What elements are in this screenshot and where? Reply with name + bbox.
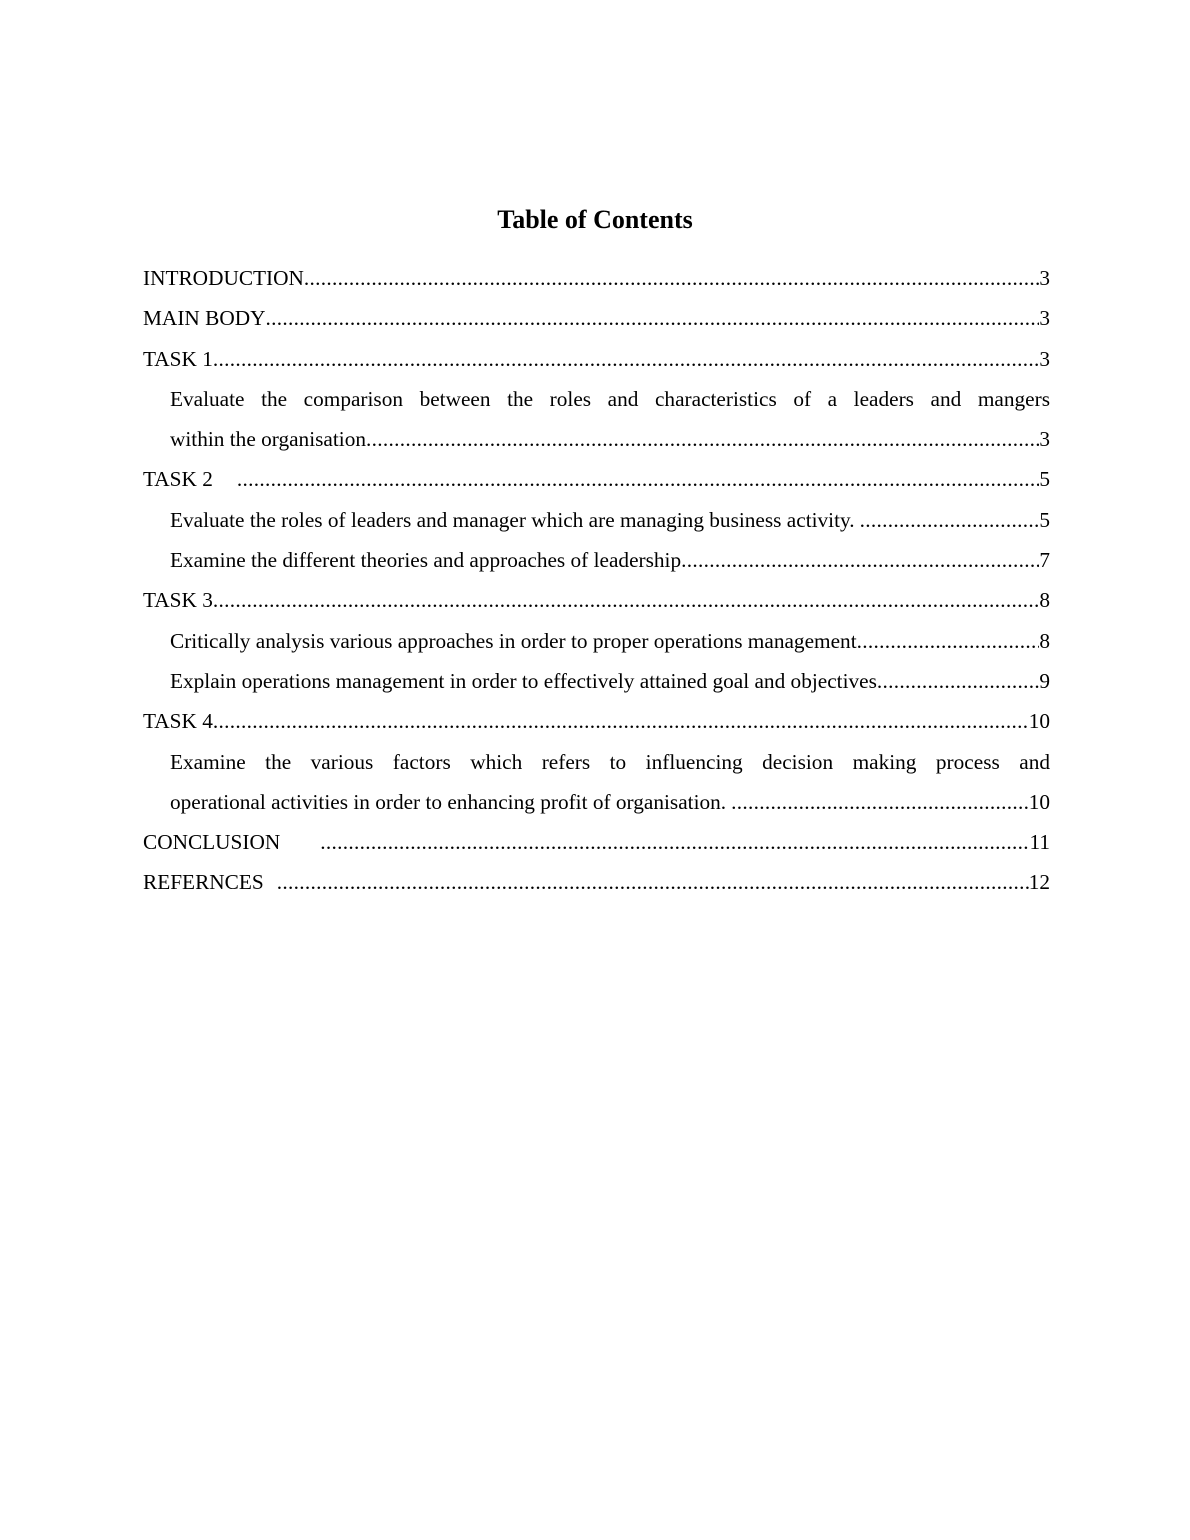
dot-leader	[860, 500, 1040, 540]
table-of-contents	[143, 258, 1050, 903]
dot-leader	[213, 701, 1029, 741]
dot-leader	[320, 822, 1029, 862]
toc-entry-task-4[interactable]	[143, 701, 1050, 741]
toc-entry-references[interactable]	[143, 862, 1050, 902]
toc-entry-task-1-comparison[interactable]	[170, 379, 1050, 460]
toc-entry-label: within the organisation	[170, 427, 366, 452]
toc-entry-page: 11	[1029, 830, 1050, 855]
dot-leader	[213, 580, 1039, 620]
toc-entry-label: TASK 3	[143, 588, 213, 613]
toc-entry-page: 8	[1039, 588, 1050, 613]
dot-leader	[265, 298, 1039, 338]
toc-entry-page: 5	[1039, 467, 1050, 492]
toc-entry-label: Critically analysis various approaches in order to proper operations management	[170, 628, 857, 653]
toc-entry-task-3-approaches[interactable]	[170, 621, 1050, 661]
toc-entry-label: operational activities in order to enhancing profit of organisation.	[170, 789, 727, 814]
toc-entry-introduction[interactable]	[143, 258, 1050, 298]
toc-entry-label: TASK 4	[143, 709, 213, 734]
toc-entry-conclusion[interactable]	[143, 822, 1050, 862]
toc-entry-page: 12	[1028, 870, 1050, 895]
toc-entry-page: 10	[1028, 709, 1050, 734]
toc-entry-task-4-factors[interactable]	[170, 742, 1050, 823]
toc-entry-page: 5	[1039, 507, 1050, 532]
toc-entry-page: 3	[1039, 306, 1050, 331]
dot-leader	[681, 540, 1039, 580]
toc-entry-label: MAIN BODY	[143, 306, 266, 331]
dot-leader	[213, 339, 1039, 379]
toc-entry-page: 3	[1039, 266, 1050, 290]
toc-entry-page: 3	[1039, 427, 1050, 452]
toc-entry-task-2-theories[interactable]	[170, 540, 1050, 580]
dot-leader	[277, 862, 1029, 902]
dot-leader	[857, 621, 1040, 661]
toc-entry-label: Explain operations management in order to effectively attained goal and objectives	[170, 668, 877, 693]
toc-entry-label: Evaluate the roles of leaders and manager which are managing business activity.	[170, 507, 855, 532]
toc-entry-label: TASK 1	[143, 346, 213, 371]
dot-leader	[366, 419, 1039, 459]
dot-leader	[877, 661, 1039, 701]
dot-leader	[731, 782, 1029, 822]
toc-entry-task-3-operations[interactable]	[170, 661, 1050, 701]
toc-entry-page: 8	[1039, 628, 1050, 653]
toc-entry-label: CONCLUSION	[143, 830, 281, 855]
toc-entry-label: REFERNCES	[143, 870, 264, 895]
toc-entry-page: 10	[1028, 789, 1050, 814]
toc-entry-task-3[interactable]	[143, 580, 1050, 620]
toc-entry-task-1[interactable]	[143, 339, 1050, 379]
toc-entry-label: TASK 2	[143, 467, 213, 492]
toc-entry-label: Examine the different theories and approaches of leadership	[170, 548, 682, 573]
toc-entry-first-line: Examine the various factors which refers to influencing decision making process and	[170, 749, 1050, 774]
toc-entry-first-line: Evaluate the comparison between the roles and characteristics of a leaders and mangers	[170, 386, 1050, 411]
toc-title: Table of Contents	[497, 205, 693, 234]
dot-leader	[237, 459, 1039, 499]
toc-entry-task-2[interactable]	[143, 459, 1050, 499]
toc-entry-page: 7	[1039, 548, 1050, 573]
toc-entry-page: 3	[1039, 346, 1050, 371]
toc-entry-page: 9	[1039, 668, 1050, 693]
toc-entry-task-2-roles[interactable]	[170, 500, 1050, 540]
dot-leader	[304, 258, 1039, 298]
toc-entry-main-body[interactable]	[143, 298, 1050, 338]
toc-entry-label: INTRODUCTION	[143, 266, 304, 290]
